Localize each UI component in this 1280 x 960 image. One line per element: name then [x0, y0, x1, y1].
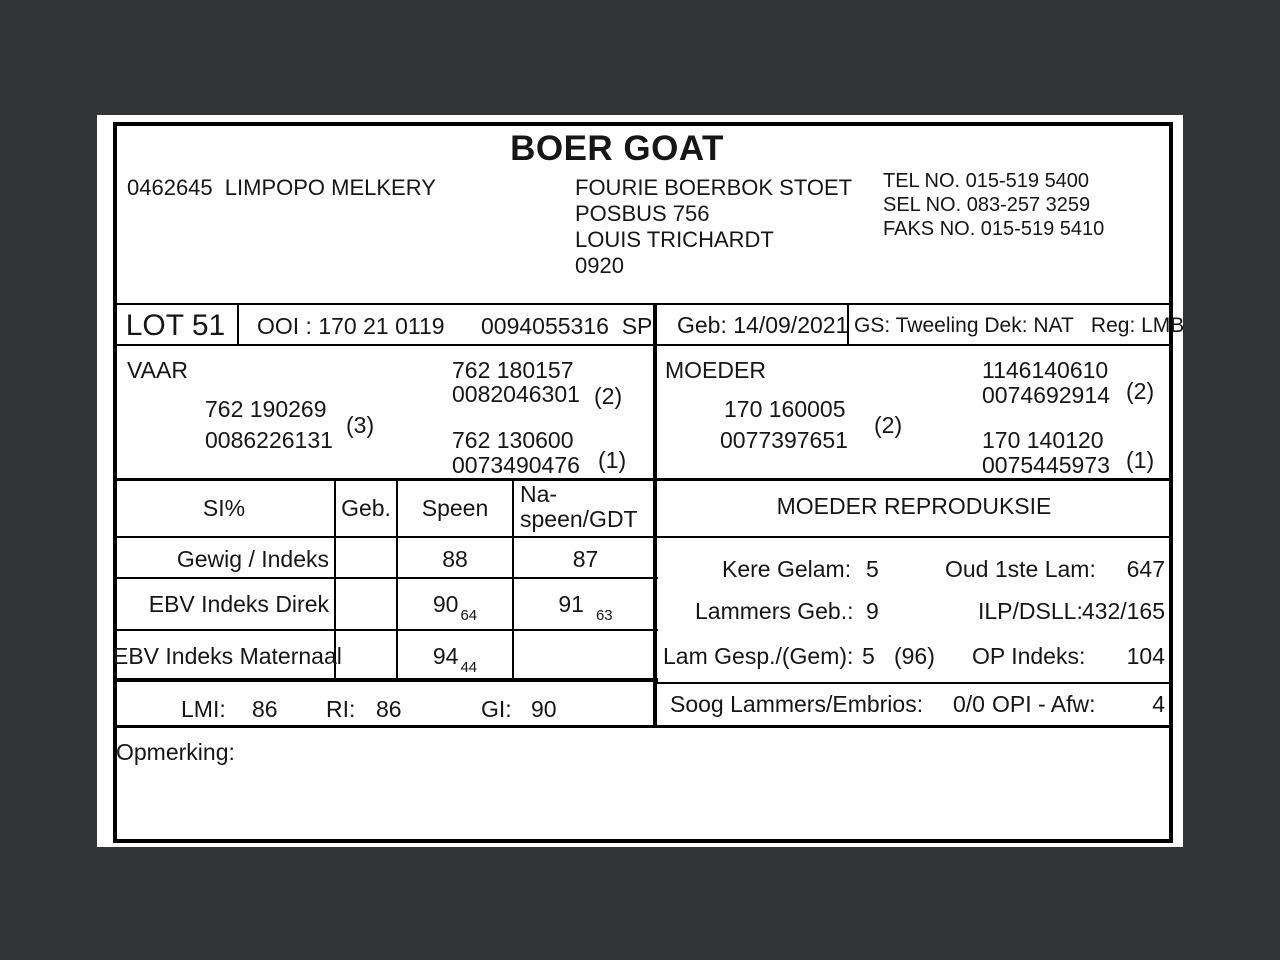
accuracy-subscript: 63 — [595, 607, 613, 624]
birth-date: Geb: 14/09/2021 — [677, 312, 849, 338]
lam-gesp-value: 5 (96) — [862, 643, 935, 669]
cell-number: SEL NO. 083-257 3259 — [883, 194, 1091, 216]
lot-number: LOT 51 — [125, 309, 226, 342]
reproduction-title: MOEDER REPRODUKSIE — [776, 493, 1052, 519]
address-line: 0920 — [575, 253, 624, 278]
dam-section-label: MOEDER — [665, 357, 766, 383]
dam-note: (2) — [874, 412, 903, 438]
lammers-geb-label: Lammers Geb.: — [695, 598, 854, 624]
lam-gesp-label: Lam Gesp./(Gem): — [663, 643, 854, 669]
ri-label: RI: — [326, 696, 356, 722]
table-header-geb: Geb. — [341, 495, 391, 521]
sire-id: 0086226131 — [205, 427, 333, 453]
table-hline-header — [113, 536, 658, 538]
table-header-naspeen: Na- speen/GDT — [520, 481, 638, 532]
row-direk-label: EBV Indeks Direk — [148, 591, 329, 617]
lmi-value: 86 — [252, 696, 278, 722]
kere-gelam-value: 5 — [866, 556, 879, 582]
repro-hline-soog — [653, 682, 1173, 684]
opi-afw-label: OPI - Afw: — [992, 691, 1096, 717]
soog-lammers-value: 0/0 — [953, 691, 985, 717]
animal-ewe-number: OOI : 170 21 0119 — [257, 313, 445, 339]
divider-lot-row-bottom — [113, 344, 1173, 346]
table-header-speen: Speen — [421, 495, 489, 521]
member-name: LIMPOPO MELKERY — [224, 175, 436, 200]
dam-sire-id: 0074692914 — [982, 382, 1110, 408]
page-title: BOER GOAT — [510, 129, 724, 168]
row-maternaal-label: EBV Indeks Maternaal — [113, 643, 342, 669]
sire-sire-note: (2) — [594, 383, 623, 409]
oud-1ste-lam-value: 647 — [1126, 556, 1165, 582]
oud-1ste-lam-label: Oud 1ste Lam: — [945, 556, 1096, 582]
accuracy-subscript: 64 — [460, 607, 478, 624]
row-maternaal-speen-value: 94 $_{44}$ — [432, 643, 478, 676]
birth-status: GS: Tweeling Dek: NAT Reg: LMB — [854, 314, 1185, 337]
lmi-label: LMI: — [181, 696, 226, 722]
row-direk-naspeen-value: 91 $_{63}$ — [558, 591, 613, 624]
sire-dam-id: 0073490476 — [452, 452, 580, 478]
gi-label: GI: — [481, 696, 512, 722]
table-hline-bottom — [113, 678, 658, 682]
table-header-si: SI% — [202, 495, 246, 521]
table-hline-1 — [113, 577, 658, 579]
sire-dam-number: 762 130600 — [452, 427, 574, 453]
certificate-page — [97, 115, 1183, 847]
soog-lammers-label: Soog Lammers/Embrios: — [670, 691, 924, 717]
address-line: POSBUS 756 — [575, 201, 710, 226]
remarks-label: Opmerking: — [116, 739, 235, 765]
row-gewig-label: Gewig / Indeks — [176, 546, 329, 572]
fax-number: FAKS NO. 015-519 5410 — [883, 218, 1105, 240]
table-hline-2 — [113, 629, 658, 631]
sire-sire-id: 0082046301 — [452, 381, 580, 407]
row-gewig-speen-value: 88 — [442, 546, 468, 572]
address-line: FOURIE BOERBOK STOET — [575, 175, 853, 200]
dam-dam-note: (1) — [1126, 447, 1155, 473]
divider-remarks-top — [113, 725, 1173, 728]
lammers-geb-value: 9 — [866, 598, 879, 624]
dam-sire-number: 1146140610 — [982, 357, 1109, 383]
member-number: 0462645 — [127, 175, 213, 200]
row-direk-speen-value: 90 $_{64}$ — [432, 591, 478, 624]
repro-hline-header — [653, 536, 1173, 538]
sire-sire-number: 762 180157 — [452, 357, 574, 383]
sire-note: (3) — [346, 412, 375, 438]
op-indeks-value: 104 — [1126, 643, 1165, 669]
dam-dam-number: 170 140120 — [982, 427, 1104, 453]
dam-number: 170 160005 — [724, 396, 846, 422]
ilp-dsll-label: ILP/DSLL: — [978, 598, 1083, 624]
member-line — [127, 175, 436, 201]
divider-lot-row-top — [113, 303, 1173, 305]
dam-sire-note: (2) — [1126, 378, 1155, 404]
dam-dam-id: 0075445973 — [982, 452, 1110, 478]
op-indeks-label: OP Indeks: — [972, 643, 1086, 669]
accuracy-subscript: 44 — [460, 659, 478, 676]
ri-value: 86 — [376, 696, 402, 722]
sire-number: 762 190269 — [205, 396, 327, 422]
sire-dam-note: (1) — [598, 447, 627, 473]
kere-gelam-label: Kere Gelam: — [722, 556, 852, 582]
animal-registration-id: 0094055316 SP — [481, 313, 653, 339]
row-gewig-naspeen-value: 87 — [572, 546, 599, 572]
gi-value: 90 — [531, 696, 557, 722]
opi-afw-value: 4 — [1152, 691, 1165, 717]
address-line: LOUIS TRICHARDT — [575, 227, 774, 252]
sire-section-label: VAAR — [127, 357, 188, 383]
tel-number: TEL NO. 015-519 5400 — [883, 170, 1090, 192]
dam-id: 0077397651 — [720, 427, 848, 453]
contact-block — [883, 169, 1104, 241]
ilp-dsll-value: 432/165 — [1081, 598, 1165, 624]
stud-address-block — [575, 175, 852, 279]
